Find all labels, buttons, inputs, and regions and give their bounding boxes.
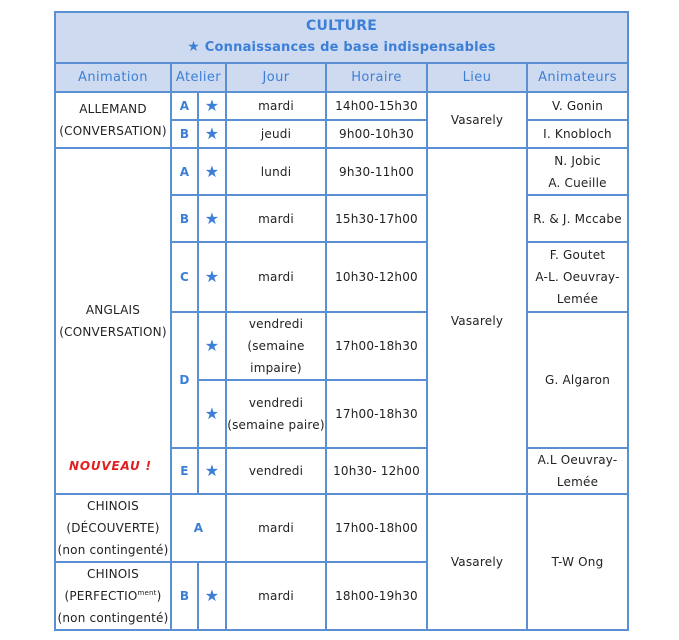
animation-chinois-perfection: CHINOIS $(PERFECTIO^{ment})$ (non contingenté) [55,562,171,630]
table-title: CULTURE [306,18,377,34]
lieu-cell: Vasarely [427,92,527,148]
jour-cell: mardi [226,92,326,120]
star-icon: ★ [198,448,226,494]
table-row [55,148,628,195]
star-icon: ★ [198,312,226,380]
animateurs-cell: R. & J. Mccabe [527,195,628,242]
jour-cell: vendredi (semaine paire) [226,380,326,448]
header-animation: Animation [55,63,171,92]
header-lieu: Lieu [427,63,527,92]
horaire-cell: 18h00-19h30 [326,562,427,630]
horaire-cell: 9h00-10h30 [326,120,427,148]
jour-cell: jeudi [226,120,326,148]
table-row [55,494,628,562]
horaire-cell: 14h00-15h30 [326,92,427,120]
star-icon: ★ [198,92,226,120]
jour-cell: vendredi (semaine impaire) [226,312,326,380]
schedule-table [54,11,629,631]
atelier-letter: A [171,494,226,562]
atelier-letter: C [171,242,198,312]
jour-cell: mardi [226,242,326,312]
horaire-cell: 15h30-17h00 [326,195,427,242]
header-jour: Jour [226,63,326,92]
table-title-cell [55,12,628,63]
animateurs-cell: I. Knobloch [527,120,628,148]
animation-allemand: ALLEMAND (CONVERSATION) [55,92,171,148]
horaire-cell: 17h00-18h00 [326,494,427,562]
animateurs-cell: T-W Ong [527,494,628,630]
horaire-cell: 10h30- 12h00 [326,448,427,494]
table-subtitle: ★ Connaissances de base indispensables [187,39,496,55]
star-icon: ★ [198,120,226,148]
animateurs-cell: G. Algaron [527,312,628,448]
atelier-letter: A [171,92,198,120]
jour-cell: mardi [226,195,326,242]
atelier-letter: E [171,448,198,494]
header-animateurs: Animateurs [527,63,628,92]
animateurs-cell: N. Jobic A. Cueille [527,148,628,195]
jour-cell: lundi [226,148,326,195]
star-icon: ★ [198,380,226,448]
lieu-cell: Vasarely [427,148,527,494]
atelier-letter: B [171,562,198,630]
jour-cell: vendredi [226,448,326,494]
horaire-cell: 10h30-12h00 [326,242,427,312]
atelier-letter: B [171,195,198,242]
star-icon: ★ [187,39,201,55]
jour-cell: mardi [226,562,326,630]
star-icon: ★ [198,562,226,630]
lieu-cell: Vasarely [427,494,527,630]
horaire-cell: 17h00-18h30 [326,312,427,380]
horaire-cell: 17h00-18h30 [326,380,427,448]
animateurs-cell: F. Goutet A-L. Oeuvray- Lemée [527,242,628,312]
star-icon: ★ [198,148,226,195]
jour-cell: mardi [226,494,326,562]
animateurs-cell: V. Gonin [527,92,628,120]
header-atelier: Atelier [171,63,226,92]
atelier-letter: A [171,148,198,195]
animation-anglais: ANGLAIS (CONVERSATION) [55,148,171,494]
nouveau-badge: NOUVEAU ! [69,459,152,473]
horaire-cell: 9h30-11h00 [326,148,427,195]
header-horaire: Horaire [326,63,427,92]
star-icon: ★ [198,242,226,312]
atelier-letter: B [171,120,198,148]
animateurs-cell: A.L Oeuvray- Lemée [527,448,628,494]
star-icon: ★ [198,195,226,242]
table-row [55,92,628,120]
animation-chinois-decouverte: CHINOIS (DÉCOUVERTE) (non contingenté) [55,494,171,562]
atelier-letter: D [171,312,198,448]
